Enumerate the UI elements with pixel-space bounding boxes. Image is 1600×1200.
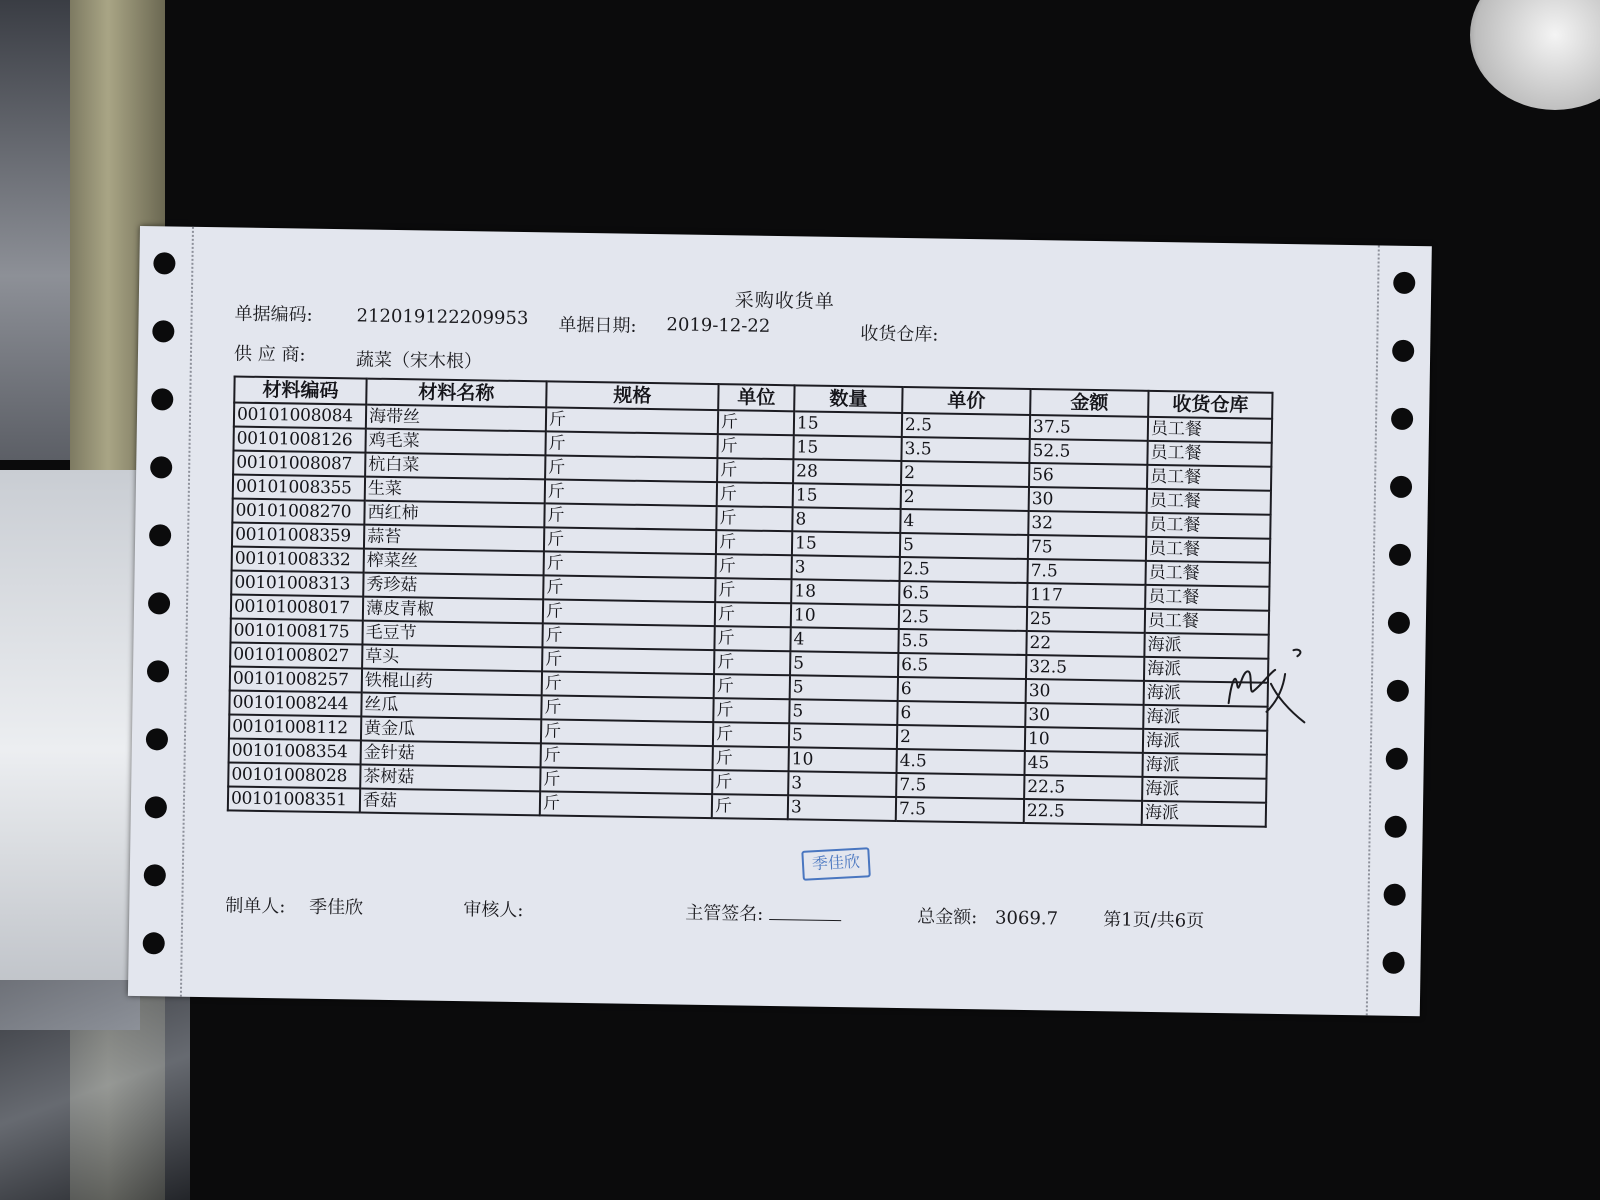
table-cell: 海派 bbox=[1144, 633, 1268, 659]
table-cell: 斤 bbox=[716, 554, 792, 579]
tractor-hole bbox=[144, 864, 166, 886]
table-cell: 32.5 bbox=[1026, 655, 1144, 681]
table-cell: 00101008359 bbox=[232, 522, 364, 548]
tractor-hole bbox=[151, 388, 173, 410]
supplier-label: 供 应 商: bbox=[233, 343, 306, 366]
column-header: 材料名称 bbox=[366, 379, 546, 408]
supervisor-signature-line bbox=[769, 905, 841, 921]
table-cell: 斤 bbox=[715, 578, 791, 603]
table-cell: 鸡毛菜 bbox=[365, 429, 545, 456]
table-cell: 海带丝 bbox=[366, 405, 546, 432]
table-cell: 00101008175 bbox=[230, 618, 362, 644]
table-cell: 2.5 bbox=[902, 413, 1030, 439]
items-table bbox=[227, 375, 1274, 827]
tractor-holes-right bbox=[1366, 245, 1432, 1016]
table-cell: 15 bbox=[793, 483, 901, 509]
table-cell: 斤 bbox=[714, 650, 790, 675]
table-cell: 52.5 bbox=[1029, 439, 1147, 465]
footer-total bbox=[917, 902, 1058, 930]
table-cell: 22.5 bbox=[1024, 799, 1142, 825]
table-cell: 斤 bbox=[541, 719, 713, 746]
table-cell: 海派 bbox=[1143, 705, 1267, 731]
tractor-hole bbox=[1390, 476, 1412, 498]
table-cell: 斤 bbox=[714, 626, 790, 651]
tractor-hole bbox=[1385, 816, 1407, 838]
document-title: 采购收货单 bbox=[734, 289, 836, 313]
table-cell: 30 bbox=[1029, 487, 1147, 513]
tractor-hole bbox=[1389, 544, 1411, 566]
table-cell: 28 bbox=[793, 459, 901, 485]
table-cell: 斤 bbox=[718, 410, 794, 435]
table-cell: 蒜苔 bbox=[364, 525, 544, 552]
table-cell: 员工餐 bbox=[1147, 465, 1271, 491]
tractor-hole bbox=[1386, 748, 1408, 770]
column-header: 规格 bbox=[546, 381, 718, 410]
table-cell: 00101008087 bbox=[233, 450, 365, 476]
tractor-hole bbox=[152, 320, 174, 342]
table-cell: 25 bbox=[1027, 607, 1145, 633]
table-cell: 斤 bbox=[543, 599, 715, 626]
table-cell: 2 bbox=[901, 461, 1029, 487]
table-cell: 斤 bbox=[545, 431, 717, 458]
table-cell: 117 bbox=[1027, 583, 1145, 609]
table-cell: 黄金瓜 bbox=[361, 717, 541, 744]
table-cell: 3 bbox=[788, 771, 896, 797]
table-cell: 斤 bbox=[542, 671, 714, 698]
table-cell: 4 bbox=[900, 509, 1028, 535]
table-cell: 斤 bbox=[716, 530, 792, 555]
handwritten-signature bbox=[1222, 643, 1313, 734]
table-cell: 海派 bbox=[1143, 729, 1267, 755]
table-cell: 2 bbox=[897, 725, 1025, 751]
table-cell: 00101008084 bbox=[234, 403, 366, 429]
table-cell: 00101008332 bbox=[232, 546, 364, 572]
table-cell: 00101008257 bbox=[230, 666, 362, 692]
column-header: 单价 bbox=[902, 387, 1030, 415]
table-cell: 铁棍山药 bbox=[362, 669, 542, 696]
tractor-hole bbox=[148, 592, 170, 614]
table-cell: 斤 bbox=[540, 767, 712, 794]
table-cell: 5 bbox=[790, 675, 898, 701]
table-cell: 榨菜丝 bbox=[364, 549, 544, 576]
table-cell: 员工餐 bbox=[1147, 441, 1271, 467]
doc-no-value: 212019122209953 bbox=[356, 305, 529, 330]
warehouse-label: 收货仓库: bbox=[860, 323, 939, 346]
table-cell: 5 bbox=[789, 699, 897, 725]
table-cell: 7.5 bbox=[1028, 559, 1146, 585]
table-cell: 4.5 bbox=[897, 749, 1025, 775]
doc-no-label: 单据编码: bbox=[234, 303, 313, 326]
table-cell: 斤 bbox=[544, 503, 716, 530]
table-cell: 西红柿 bbox=[364, 501, 544, 528]
table-cell: 员工餐 bbox=[1148, 417, 1272, 443]
creator-value: 季佳欣 bbox=[308, 896, 364, 919]
footer-creator bbox=[225, 891, 363, 919]
table-cell: 斤 bbox=[542, 623, 714, 650]
tractor-hole bbox=[149, 524, 171, 546]
footer-supervisor bbox=[685, 899, 841, 927]
table-cell: 斤 bbox=[546, 407, 718, 434]
table-cell: 75 bbox=[1028, 535, 1146, 561]
table-cell: 22.5 bbox=[1024, 775, 1142, 801]
tractor-hole bbox=[1391, 408, 1413, 430]
tractor-holes-left bbox=[128, 226, 194, 997]
table-cell: 6 bbox=[897, 701, 1025, 727]
column-header: 金额 bbox=[1030, 389, 1148, 417]
table-cell: 5 bbox=[790, 651, 898, 677]
table-cell: 斤 bbox=[544, 527, 716, 554]
tractor-hole bbox=[1393, 272, 1415, 294]
table-cell: 00101008112 bbox=[229, 714, 361, 740]
table-cell: 10 bbox=[1025, 727, 1143, 753]
table-cell: 海派 bbox=[1142, 801, 1266, 827]
table-cell: 2.5 bbox=[899, 605, 1027, 631]
column-header: 材料编码 bbox=[234, 377, 366, 405]
table-cell: 秀珍菇 bbox=[363, 573, 543, 600]
table-cell: 7.5 bbox=[896, 773, 1024, 799]
tractor-hole bbox=[143, 932, 165, 954]
table-cell: 10 bbox=[789, 747, 897, 773]
table-cell: 5 bbox=[900, 533, 1028, 559]
table-cell: 56 bbox=[1029, 463, 1147, 489]
table-cell: 00101008028 bbox=[228, 762, 360, 788]
table-cell: 6.5 bbox=[899, 581, 1027, 607]
table-cell: 00101008126 bbox=[233, 426, 365, 452]
table-cell: 22 bbox=[1026, 631, 1144, 657]
table-cell: 杭白菜 bbox=[365, 453, 545, 480]
receipt-sheet bbox=[128, 226, 1432, 1016]
tractor-hole bbox=[147, 660, 169, 682]
table-cell: 斤 bbox=[715, 602, 791, 627]
table-cell: 30 bbox=[1025, 703, 1143, 729]
table-cell: 18 bbox=[791, 579, 899, 605]
table-cell: 斤 bbox=[712, 794, 788, 819]
table-cell: 斤 bbox=[540, 791, 712, 818]
tractor-hole bbox=[1388, 612, 1410, 634]
table-cell: 海派 bbox=[1144, 681, 1268, 707]
background-plastic-bag bbox=[0, 980, 190, 1200]
table-cell: 5.5 bbox=[898, 629, 1026, 655]
doc-date-label: 单据日期: bbox=[558, 314, 637, 337]
table-cell: 7.5 bbox=[896, 797, 1024, 823]
table-cell: 斤 bbox=[713, 746, 789, 771]
table-cell: 斤 bbox=[717, 482, 793, 507]
tractor-hole bbox=[1383, 884, 1405, 906]
table-cell: 海派 bbox=[1142, 777, 1266, 803]
background-lamp bbox=[1470, 0, 1600, 110]
table-cell: 毛豆节 bbox=[362, 621, 542, 648]
tractor-hole bbox=[145, 796, 167, 818]
tractor-hole bbox=[146, 728, 168, 750]
table-cell: 薄皮青椒 bbox=[363, 597, 543, 624]
table-cell: 斤 bbox=[713, 722, 789, 747]
background-box bbox=[0, 470, 140, 1030]
table-cell: 斤 bbox=[542, 647, 714, 674]
tractor-hole bbox=[1387, 680, 1409, 702]
table-cell: 斤 bbox=[716, 506, 792, 531]
table-cell: 15 bbox=[794, 411, 902, 437]
table-cell: 斤 bbox=[545, 455, 717, 482]
table-cell: 3.5 bbox=[901, 437, 1029, 463]
total-label: 总金额: bbox=[917, 906, 978, 929]
table-cell: 3 bbox=[792, 555, 900, 581]
table-cell: 2.5 bbox=[900, 557, 1028, 583]
table-cell: 00101008270 bbox=[232, 498, 364, 524]
table-cell: 香菇 bbox=[360, 789, 540, 816]
total-value: 3069.7 bbox=[994, 907, 1059, 930]
page-indicator: 第1页/共6页 bbox=[1103, 909, 1205, 932]
table-cell: 丝瓜 bbox=[361, 693, 541, 720]
table-cell: 00101008017 bbox=[231, 594, 363, 620]
table-cell: 斤 bbox=[544, 551, 716, 578]
table-cell: 员工餐 bbox=[1145, 561, 1269, 587]
table-cell: 3 bbox=[788, 795, 896, 821]
table-cell: 4 bbox=[790, 627, 898, 653]
column-header: 单位 bbox=[718, 384, 794, 411]
table-cell: 员工餐 bbox=[1146, 513, 1270, 539]
table-cell: 00101008244 bbox=[229, 690, 361, 716]
supplier-value: 蔬菜（宋木根） bbox=[355, 349, 483, 373]
table-cell: 斤 bbox=[713, 698, 789, 723]
table-cell: 00101008351 bbox=[228, 786, 360, 812]
table-cell: 海派 bbox=[1142, 753, 1266, 779]
table-cell: 海派 bbox=[1144, 657, 1268, 683]
table-cell: 斤 bbox=[717, 458, 793, 483]
tractor-hole bbox=[1382, 952, 1404, 974]
table-cell: 00101008355 bbox=[233, 474, 365, 500]
tractor-hole bbox=[153, 252, 175, 274]
table-cell: 5 bbox=[789, 723, 897, 749]
table-cell: 员工餐 bbox=[1147, 489, 1271, 515]
table-cell: 生菜 bbox=[365, 477, 545, 504]
table-cell: 斤 bbox=[545, 479, 717, 506]
table-cell: 10 bbox=[791, 603, 899, 629]
table-cell: 金针菇 bbox=[361, 741, 541, 768]
table-cell: 00101008313 bbox=[231, 570, 363, 596]
supervisor-label: 主管签名: bbox=[685, 902, 764, 925]
table-cell: 45 bbox=[1024, 751, 1142, 777]
table-cell: 8 bbox=[792, 507, 900, 533]
table-cell: 斤 bbox=[543, 575, 715, 602]
tractor-hole bbox=[1392, 340, 1414, 362]
table-cell: 15 bbox=[792, 531, 900, 557]
column-header: 数量 bbox=[794, 385, 902, 413]
table-cell: 斤 bbox=[714, 674, 790, 699]
reviewer-label: 审核人: bbox=[463, 899, 524, 922]
table-cell: 00101008354 bbox=[229, 738, 361, 764]
table-cell: 员工餐 bbox=[1145, 585, 1269, 611]
table-cell: 斤 bbox=[541, 695, 713, 722]
table-body bbox=[228, 403, 1272, 827]
table-cell: 草头 bbox=[362, 645, 542, 672]
table-cell: 斤 bbox=[712, 770, 788, 795]
table-cell: 员工餐 bbox=[1145, 609, 1269, 635]
table-cell: 斤 bbox=[541, 743, 713, 770]
table-cell: 茶树菇 bbox=[360, 765, 540, 792]
table-cell: 6.5 bbox=[898, 653, 1026, 679]
table-cell: 2 bbox=[901, 485, 1029, 511]
table-cell: 32 bbox=[1028, 511, 1146, 537]
table-cell: 00101008027 bbox=[230, 642, 362, 668]
tractor-hole bbox=[150, 456, 172, 478]
table-cell: 斤 bbox=[717, 434, 793, 459]
table-cell: 6 bbox=[898, 677, 1026, 703]
table-cell: 员工餐 bbox=[1146, 537, 1270, 563]
table-cell: 15 bbox=[793, 435, 901, 461]
table-cell: 37.5 bbox=[1030, 415, 1148, 441]
table-cell: 30 bbox=[1026, 679, 1144, 705]
name-stamp: 季佳欣 bbox=[801, 847, 871, 881]
column-header: 收货仓库 bbox=[1148, 391, 1272, 419]
doc-date-value: 2019-12-22 bbox=[666, 314, 771, 337]
creator-label: 制单人: bbox=[225, 895, 286, 918]
